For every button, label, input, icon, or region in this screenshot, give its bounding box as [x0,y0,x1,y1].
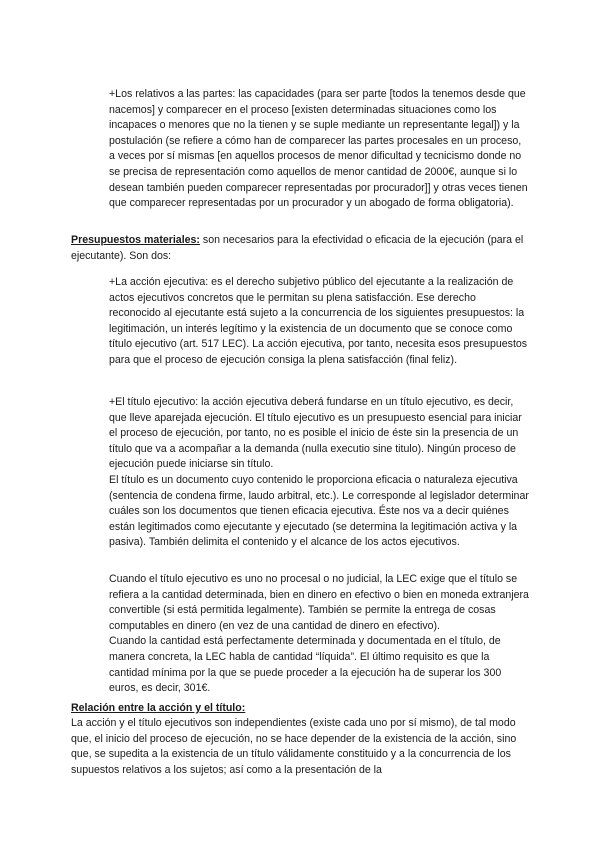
presupuestos-materiales-text: son necesarios para la efectividad o eficacia de la ejecución (para el ejecutante). Son dos: [71,234,524,262]
partes-text: +Los relativos a las partes: las capacidades (para ser parte [todos la tenemos desde que nacemos] y comparecer en el proceso [existen determinadas situaciones como los incapaces o menores que no la tienen y se suple mediante un representante legal]) y la postulación (se refiere a cómo han de comparecer las partes procesales en un proceso, a veces por sí mismas [en aquellos procesos de menor dificultad y tecnicismo donde no se precisa de representación como aquellos de menor cantidad de 2000€, aunque si lo desean también pueden comparecer representadas por procurador]] y otras veces tienen que comparecer representadas por un procurador y un abogado de forma obligatoria). [109,88,528,210]
presupuestos-materiales-paragraph [71,233,531,264]
accion-ejecutiva-text: +La acción ejecutiva: es el derecho subjetivo público del ejecutante a la realización de actos ejecutivos concretos que le permitan su plena satisfacción. Ese derecho reconocido al ejecutante está sujeto a la concurrencia de los siguientes presupuestos: la legitimación, un interés legítimo y la existencia de un documento que se conoce como título ejecutivo (art. 517 LEC). La acción ejecutiva, por tanto, necesita esos presupuestos para que el proceso de ejecución consiga la plena satisfacción (final feliz). [109,276,528,366]
relacion-accion-titulo-paragraph [71,716,531,778]
partes-paragraph [109,87,529,212]
accion-ejecutiva-paragraph [109,275,529,369]
titulo-ejecutivo-paragraph [109,395,529,551]
titulo-no-judicial-text: Cuando el título ejecutivo es uno no procesal o no judicial, la LEC exige que el título se refiera a la cantidad determinada, bien en dinero en efectivo o bien en moneda extranjera convertible (si está permitida legalmente). También se permite la entrega de cosas computables en dinero (en vez de una cantidad de dinero en efectivo). Cuando la cantidad está perfectamente determinada y documentada en el título, de manera concreta, la LEC habla de cantidad “líquida”. El último requisito es que la cantidad mínima por la que se puede proceder a la ejecución ha de superar los 300 euros, es decir, 301€. [109,573,529,695]
relacion-accion-titulo-heading: Relación entre la acción y el título: [71,702,246,714]
titulo-ejecutivo-text: +El título ejecutivo: la acción ejecutiva deberá fundarse en un título ejecutivo, es decir, que lleve aparejada ejecución. El título ejecutivo es un presupuesto esencial para iniciar el proceso de ejecución, por tanto, no es posible el inicio de éste sin la presencia de un título que va a acompañar a la demanda (nulla executio sine titulo). Ningún proceso de ejecución puede iniciarse sin título. El título es un documento cuyo contenido le proporciona eficacia o naturaleza ejecutiva (sentencia de condena firme, laudo arbitral, etc.). Le corresponde al legislador determinar cuáles son los documentos que tienen eficacia ejecutiva. Éste nos va a decir quiénes están legitimados como ejecutante y ejecutado (se determina la legitimación activa y la pasiva). También delimita el contenido y el alcance de los actos ejecutivos. [109,396,529,549]
presupuestos-materiales-heading: Presupuestos materiales: [71,234,200,246]
titulo-no-judicial-paragraph [109,572,529,697]
relacion-accion-titulo-text: La acción y el título ejecutivos son independientes (existe cada uno por sí mismo), de tal modo que, el inicio del proceso de ejecución, no se hace depender de la existencia de la acción, sino que, se supedita a la existencia de un título válidamente constituido y a la concurrencia de los supuestos relativos a los sujetos; así como a la presentación de la [71,717,517,776]
